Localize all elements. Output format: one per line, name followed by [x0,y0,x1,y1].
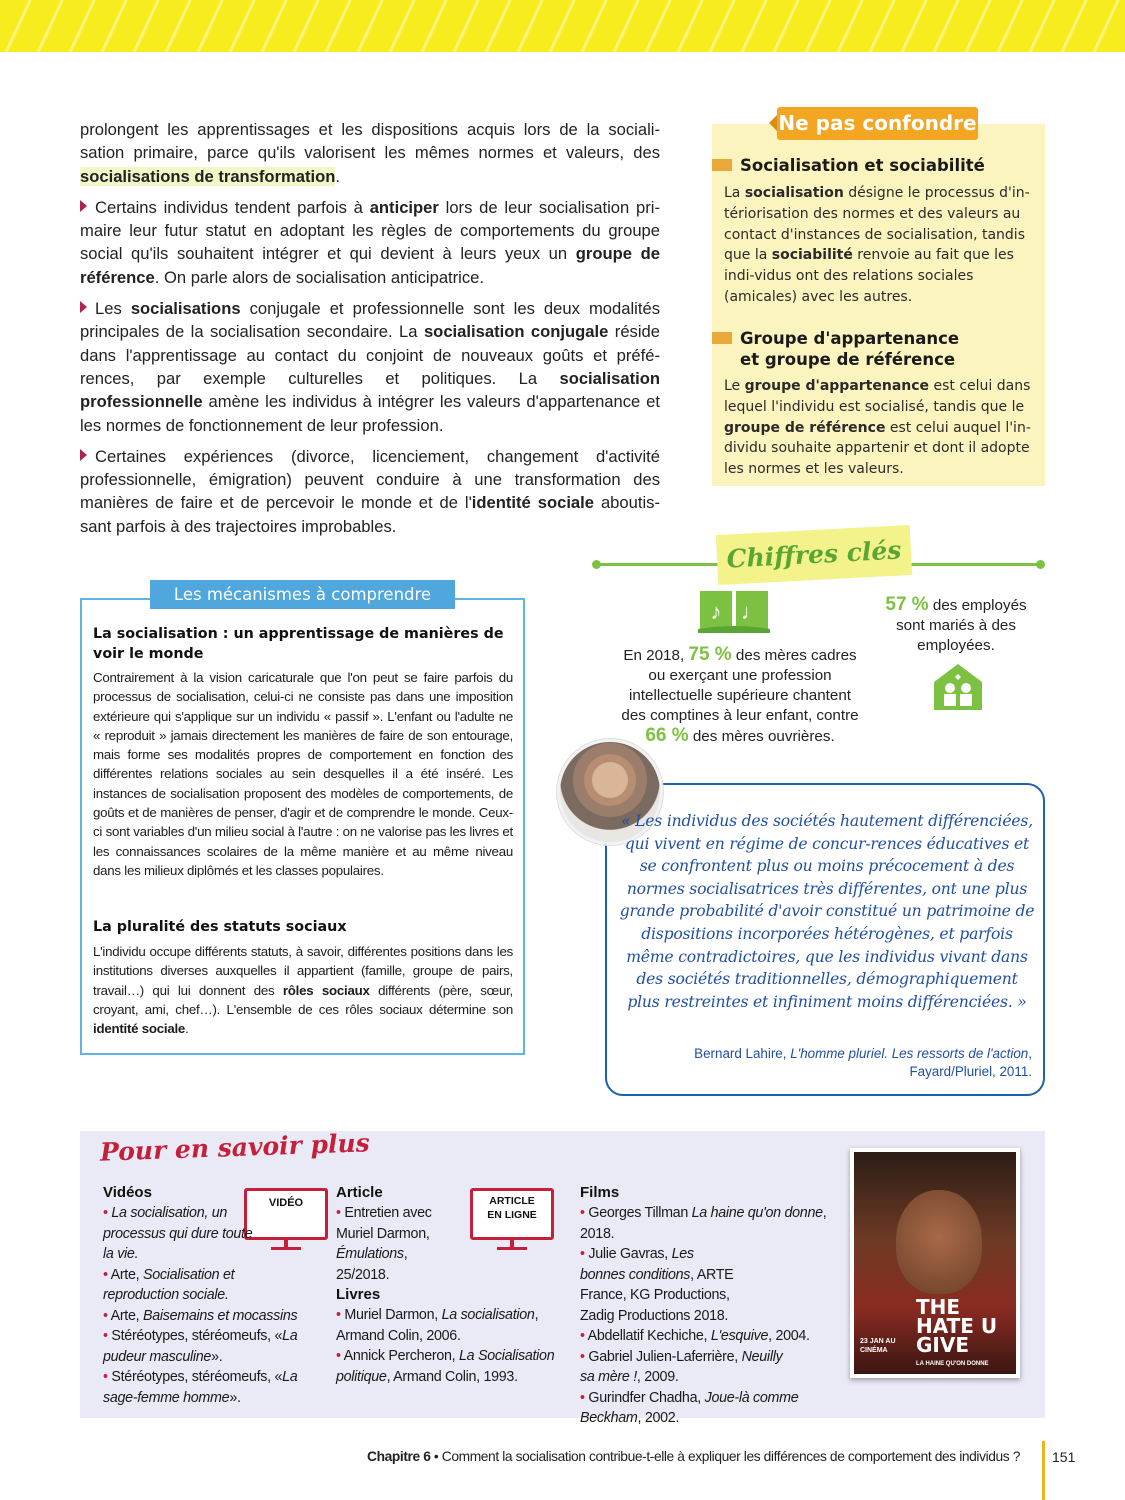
page-number: 151 [1052,1449,1076,1465]
main-text [80,118,660,546]
list-item[interactable]: • Georges Tillman La haine qu'on donne, 2018. [580,1205,827,1242]
music-book-icon [698,587,770,633]
list-item[interactable]: • Annick Percheron, La Socialisation politique, Armand Colin, 1993. [336,1348,555,1385]
npc-heading-2: Groupe d'appartenance et groupe de référence [712,328,982,370]
square-marker-icon [712,332,732,344]
article-heading: Article [336,1184,383,1201]
house-couple-icon [932,662,984,712]
highlight-term: socialisations de transformation [80,166,336,186]
screen-base [497,1247,527,1250]
chiffres-cles-title: Chiffres clés [716,525,912,585]
npc-heading-1: Socialisation et sociabilité [712,155,1045,176]
mecanismes-heading-2: La pluralité des statuts sociaux [93,919,347,935]
divider-line [906,563,1040,566]
npc-text-1: La socialisation désigne le processus d'in-tériorisation des normes et des valeurs au contact d'instances de socialisation, tandis que la sociabilité renvoie au fait que les indi-vidus ont des relations sociales (amicales) avec les autres. [724,185,1030,305]
svg-text:♩: ♩ [741,599,763,624]
header-band [0,0,1125,52]
line-dot [1036,560,1045,569]
svg-text:♪: ♪ [710,599,722,624]
video-screen-icon[interactable]: VIDÉO [244,1188,328,1240]
article-online-icon[interactable]: ARTICLE EN LIGNE [470,1188,554,1240]
videos-list [103,1203,298,1408]
paragraph-2: Certains individus tendent parfois à anticiper lors de leur socialisation pri-maire leur futur statut en adoptant les règles de comportements du groupe social qu'ils souhaitent intégrer et qui devient à leurs yeux un groupe de référence. On parle alors de socialisation anticipatrice. [80,197,661,287]
divider-line [596,563,722,566]
livres-list [336,1305,561,1387]
videos-heading: Vidéos [103,1184,152,1201]
movie-poster [850,1148,1020,1378]
stat-employees: 57 % des employés sont mariés à des employées. [885,594,1027,654]
poster-subtitle: LA HAINE QU'ON DONNE [916,1361,989,1367]
mecanismes-text-2: L'individu occupe différents statuts, à savoir, différentes positions dans les institutions diverses auxquelles il appartient (famille, groupe de pairs, travail…) qui lui donnent des rôles sociaux différents (père, sœur, croyant, ami, chef…). L'ensemble de ces rôles sociaux détermine son identité sociale. [93,944,513,1037]
list-item[interactable]: • Gurindfer Chadha, Joue-là comme Beckham, 2002. [580,1389,799,1426]
mecanismes-text-1: Contrairement à la vision caricaturale que l'on peut se faire parfois du processus de socialisation, celui-ci ne consiste pas dans une imposition extérieure qui s'applique sur un individu « passif ». L'enfant ou l'adulte ne « reproduit » jamais directement les manières de faire de son entourage, mais forme ses modalités propres de comportement en fonction des différentes relations sociales au sein desquelles il a été inséré. Les instances de socialisation proposent des modèles de comportements, de goûts et de manières de penser, d'agir et de comprendre le monde. Ceux-ci sont variables d'un milieu social à l'autre : on ne valorise pas les livres et les connaissances scolaires de la même manière et au même niveau dans les milieux diplômés et les classes populaires. [93,670,513,878]
screen-base [271,1247,301,1250]
list-item[interactable]: • Muriel Darmon, La socialisation, Armand Colin, 2006. [336,1307,539,1344]
list-item[interactable]: • Arte, Baisemains et mocassins [103,1307,298,1324]
poster-date: 23 JAN AU CINÉMA [860,1338,896,1354]
footer-bar [1042,1441,1045,1500]
ne-pas-confondre-tab: Ne pas confondre [777,107,978,140]
article-list [336,1203,454,1285]
quote-text: « Les individus des sociétés hautement différenciées, qui vivent en régime de concur-rences éducatives et se confrontent plus ou moins précocement à des normes socialisatrices très différentes, ont une plus grande probabilité d'avoir constitué un patrimoine de dispositions incorporées hétérogènes, et parfois même contradictoires, que les individus vivant dans des sociétés traditionnelles, démographiquement plus restreintes et infiniment moins différenciées. » [619,812,1035,1011]
list-item[interactable]: • Abdellatif Kechiche, L'esquive, 2004. [580,1328,810,1344]
films-list [580,1203,845,1429]
list-item[interactable]: • Julie Gavras, Les bonnes conditions, ARTE France, KG Productions, Zadig Productions 2018. [580,1246,734,1324]
npc-text-2: Le groupe d'appartenance est celui dans lequel l'individu est socialisé, tandis que le groupe de référence est celui auquel l'in-dividu souhaite appartenir et dont il adopte les normes et les valeurs. [724,378,1031,478]
list-item[interactable]: • Arte, Socialisation et reproduction sociale. [103,1266,235,1303]
bullet-triangle-icon [80,449,87,461]
list-item[interactable]: • Stéréotypes, stéréomeufs, «La pudeur masculine». [103,1328,298,1365]
footer-text: Chapitre 6 • Comment la socialisation contribue-t-elle à expliquer les différences de comportement des individus ? [367,1449,1020,1464]
poster-face [896,1190,982,1294]
bullet-triangle-icon [80,301,87,313]
stat-mothers: En 2018, 75 % des mères cadres ou exerçant une profession intellectuelle supérieure chantent des comptines à leur enfant, contre 66 % des mères ouvrières. [621,644,859,746]
list-item[interactable]: • Entretien avec Muriel Darmon, Émulations, 25/2018. [336,1205,432,1283]
quote-source: Bernard Lahire, L'homme pluriel. Les ressorts de l'action, Fayard/Pluriel, 2011. [694,1046,1032,1079]
livres-heading: Livres [336,1286,381,1303]
paragraph-4: Certaines expériences (divorce, licenciement, changement d'activité professionnelle, émigration) peuvent conduire à une transformation des manières de faire et de percevoir le monde et de l'identité sociale aboutis-sant parfois à des trajectoires improbables. [80,446,660,536]
paragraph-3: Les socialisations conjugale et professionnelle sont les deux modalités principales de la socialisation secondaire. La socialisation conjugale réside dans l'apprentissage au contact du conjoint de nouveaux goûts et préfé-rences, par exemple culturelles et politiques. La socialisation professionnelle amène les individus à intégrer les valeurs d'appartenance et les normes de fonctionnement de leur profession. [80,299,660,435]
mecanismes-heading-1: La socialisation : un apprentissage de manières de voir le monde [93,626,504,662]
list-item[interactable]: • La socialisation, un processus qui dure toute la vie. [103,1205,253,1262]
list-item[interactable]: • Gabriel Julien-Laferrière, Neuilly sa mère !, 2009. [580,1348,783,1385]
list-item[interactable]: • Stéréotypes, stéréomeufs, «La sage-femme homme». [103,1369,298,1406]
mecanismes-tab: Les mécanismes à comprendre [150,580,455,609]
films-heading: Films [580,1184,620,1201]
paragraph-1: prolongent les apprentissages et les dispositions acquis lors de la sociali-sation primaire, parce qu'ils valorisent les mêmes normes et valeurs, des socialisations de transformation. [80,120,660,186]
poster-title: THE HATE U GIVE [916,1295,998,1357]
pour-en-savoir-plus-title: Pour en savoir plus [99,1128,371,1167]
square-marker-icon [712,159,732,171]
bullet-triangle-icon [80,200,87,212]
